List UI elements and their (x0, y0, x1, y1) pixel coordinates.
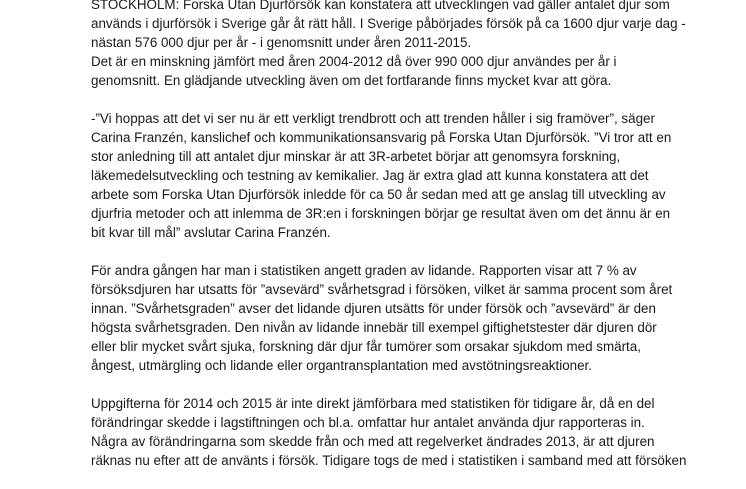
text-line: bit kvar till mål” avslutar Carina Franzén. (91, 225, 331, 240)
text-line: nästan 576 000 djur per år - i genomsnitt under åren 2011-2015. (91, 35, 472, 50)
text-line: Uppgifterna för 2014 och 2015 är inte direkt jämförbara med statistiken för tidigare år, då en del (91, 396, 655, 411)
text-line: arbete som Forska Utan Djurförsök inledde för ca 50 år sedan med att ge anslag till utveckling av (91, 187, 666, 202)
body-paragraph (91, 109, 671, 242)
text-line: eller blir mycket svårt sjuka, forskning där djur får tumörer som orsakar sjukdom med smärta, (91, 339, 641, 354)
text-line: Några av förändringarna som skedde från och med att regelverket ändrades 2013, är att djuren (91, 434, 655, 449)
text-line: förändringar skedde i lagstiftningen och bl.a. omfattar hur antalet använda djur rapporteras in. (91, 415, 645, 430)
body-paragraph (91, 0, 686, 90)
text-line: stor anledning till att antalet djur minskar är att 3R-arbetet börjar att genomsyra forskning, (91, 149, 621, 164)
text-line: innan. ”Svårhetsgraden” avser det lidande djuren utsätts för under försök och ”avsevärd” är den (91, 301, 656, 316)
text-line: För andra gången har man i statistiken angett graden av lidande. Rapporten visar att 7 % av (91, 263, 637, 278)
text-line: räknas nu efter att de använts i försök. Tidigare togs de med i statistiken i samband med att försöken (91, 453, 687, 468)
text-line: Det är en minskning jämfört med åren 2004-2012 då över 990 000 djur användes per år i (91, 54, 617, 69)
text-line: högsta svårhetsgraden. Den nivån av lidande innebär till exempel giftighetstester där djuren dör (91, 320, 657, 335)
text-line: ångest, utmärgling och lidande eller organtransplantation med avstötningsreaktioner. (91, 358, 592, 373)
body-paragraph (91, 261, 671, 375)
text-line: -”Vi hoppas att det vi ser nu är ett verkligt trendbrott och att trenden håller i sig framöver”, säger (91, 111, 655, 126)
text-line: försöksdjuren har utsatts för ”avsevärd” svårhetsgrad i försöken, vilket är samma procent som året (91, 282, 673, 297)
text-line: djurfria metoder och att inlemma de 3R:en i forskningen börjar ge resultat även om det ännu är en (91, 206, 671, 221)
text-line: används i djurförsök i Sverige går åt rätt håll. I Sverige påbörjades försök på ca 1600 djur varje dag - (91, 16, 686, 31)
text-line: läkemedelsutveckling och testning av kemikalier. Jag är extra glad att kunna konstatera att det (91, 168, 649, 183)
document-page (91, 0, 687, 489)
text-line: Carina Franzén, kanslichef och kommunikationsansvarig på Forska Utan Djurförsök. ”Vi tror att en (91, 130, 672, 145)
text-line: STOCKHOLM: Forska Utan Djurförsök kan konstatera att utvecklingen vad gäller antalet djur som (91, 0, 670, 12)
body-paragraph (91, 394, 687, 470)
text-line: genomsnitt. En glädjande utveckling även om det fortfarande finns mycket kvar att göra. (91, 73, 612, 88)
